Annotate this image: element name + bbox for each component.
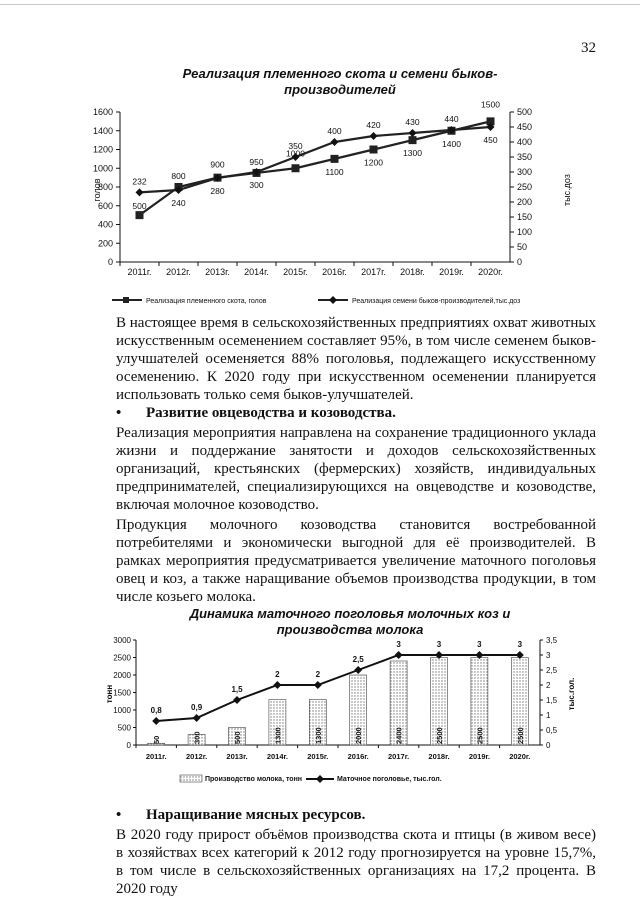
chart1-x-tick-label: 2017г. [361,267,386,277]
chart2-milk-label: 2500 [475,727,485,744]
chart1-livestock-label: 1400 [442,138,461,149]
chart1-livestock-label: 1000 [286,148,305,159]
chart1-breeding-sales [0,100,640,340]
chart1-livestock-point [136,211,144,219]
chart1-livestock-point [331,155,339,163]
chart1-left-tick-label: 200 [97,238,113,249]
bullet-icon: • [116,405,122,421]
chart1-x-tick-label: 2014г. [244,267,269,277]
chart2-milk-label: 1300 [273,727,283,744]
chart2-x-tick-label: 2015г. [307,752,329,761]
chart1-livestock-label: 1500 [481,100,500,110]
chart1-livestock-point [292,164,300,172]
chart2-goats-label: 0,9 [191,703,203,712]
page-number: 32 [581,40,596,56]
chart2-goats-label: 2 [315,670,321,679]
chart1-right-tick-label: 100 [517,227,533,237]
chart2-title: Динамика маточного поголовья молочных коз и производства молока [189,606,511,637]
chart1-semen-label: 280 [210,186,225,196]
chart2-right-tick-label: 1 [546,711,551,720]
chart2-right-tick-label: 1,5 [546,696,558,705]
bullet-sheep-goat [116,404,396,422]
chart1-x-tick-label: 2011г. [127,267,152,277]
chart1-livestock-label: 900 [210,159,225,170]
chart1-left-tick-label: 600 [97,200,113,211]
chart1-semen-label: 450 [483,135,498,145]
chart2-goats-label: 1,5 [231,685,243,694]
chart2-legend-marker-goats [316,775,324,783]
chart1-left-tick-label: 0 [107,257,113,267]
chart1-left-tick-label: 1200 [92,144,113,155]
chart2-milk-label: 500 [233,731,242,744]
chart1-livestock-label: 1100 [325,166,344,177]
chart1-right-tick-label: 150 [517,212,533,222]
chart2-x-tick-label: 2018г. [428,752,450,761]
chart1-livestock-label: 950 [249,156,264,167]
chart2-goats-point [273,681,281,689]
chart2-x-tick-label: 2016г. [347,752,369,761]
chart1-semen-label: 420 [366,120,381,130]
top-rule [0,4,640,5]
chart2-left-tick-label: 3000 [113,636,131,645]
chart2-milk-label: 2400 [394,727,404,744]
paragraph-meat: В 2020 году прирост объёмов производства скота и птицы (в живом весе) в хозяйствах всех категорий к 2012 году прогнозируется на уровне 15,7%, в том числе в сельскохозяйственных организациях на 17,2 процента. В 2020 году [116,827,596,897]
chart1-right-tick-label: 300 [517,167,533,177]
chart2-right-tick-label: 2 [546,681,551,690]
chart1-right-tick-label: 400 [517,137,533,147]
chart1-semen-label: 300 [249,180,264,190]
chart1-right-tick-label: 350 [517,152,533,162]
chart2-goats-label: 2,5 [352,655,364,664]
chart2-right-tick-label: 3 [546,651,551,660]
chart1-legend-livestock: Реализация племенного скота, голов [146,298,267,305]
chart1-ylabel-left: голов [92,178,102,202]
chart1-semen-label: 350 [288,141,303,151]
chart1-x-tick-label: 2012г. [166,267,191,277]
chart1-ylabel-right: тыс.доз [562,174,572,206]
chart1-semen-label: 240 [171,198,186,208]
chart1-right-tick-label: 450 [517,122,533,132]
chart2-x-tick-label: 2019г. [468,752,490,761]
chart1-livestock-point [370,146,378,154]
chart2-ylabel-right: тыс.гол. [567,677,576,711]
chart1-x-tick-label: 2015г. [283,267,308,277]
chart1-x-tick-label: 2019г. [439,267,464,277]
chart1-livestock-label: 500 [132,201,147,212]
chart1-semen-point [409,129,417,137]
chart2-legend-marker-milk [180,775,202,782]
bullet-meat-label: Наращивание мясных ресурсов. [146,807,366,823]
chart2-goats-point [314,681,322,689]
chart2-goats-point [152,717,160,725]
chart1-livestock-label: 1200 [364,157,383,168]
chart1-left-tick-label: 1400 [92,125,113,136]
chart2-milk-label: 2500 [515,727,525,744]
chart2-left-tick-label: 2000 [113,671,131,680]
chart1-right-tick-label: 50 [517,242,528,252]
chart1-right-tick-label: 500 [517,107,533,117]
chart2-goats-point [233,696,241,704]
chart1-left-tick-label: 1600 [92,107,113,117]
chart2-right-tick-label: 2,5 [546,666,558,675]
chart2-goat-dynamics [0,632,640,802]
chart2-x-tick-label: 2011г. [145,752,167,761]
chart1-right-tick-label: 0 [517,257,523,267]
chart1-semen-label: 232 [132,176,147,187]
chart2-left-tick-label: 1000 [113,706,131,715]
chart1-semen-label: 440 [444,114,459,124]
chart2-x-tick-label: 2020г. [509,752,531,761]
chart2-left-tick-label: 0 [126,741,131,750]
chart1-legend-marker-livestock [123,297,129,303]
chart1-livestock-label: 1300 [403,148,422,159]
chart2-goats-label: 2 [275,670,280,679]
chart2-goats-point [354,666,362,674]
chart2-x-tick-label: 2014г. [266,752,288,761]
chart2-milk-label: 300 [192,731,202,744]
chart2-left-tick-label: 500 [117,723,131,733]
chart1-livestock-label: 800 [171,171,186,181]
chart1-semen-point [331,138,339,146]
chart1-x-tick-label: 2013г. [205,267,230,277]
chart1-right-tick-label: 250 [517,182,533,192]
chart1-right-tick-label: 200 [517,197,533,207]
chart2-x-tick-label: 2017г. [388,752,410,761]
chart2-milk-label: 1300 [313,727,323,744]
chart1-semen-label: 400 [327,126,342,136]
chart2-milk-label: 2500 [435,727,444,744]
chart1-livestock-point [409,136,417,144]
chart2-goats-label: 0,8 [150,706,162,715]
chart1-left-tick-label: 800 [97,182,113,192]
chart2-legend-goats: Маточное поголовье, тыс.гол. [337,776,442,783]
chart1-semen-label: 430 [405,117,420,127]
chart2-legend-milk: Производство молока, тонн [205,776,303,783]
chart2-goats-label: 3 [396,640,401,649]
chart2-milk-label: 50 [152,735,162,744]
chart1-semen-point [136,188,144,196]
chart2-right-tick-label: 3,5 [546,636,558,645]
paragraph-goat-milk: Продукция молочного козоводства становится востребованной потребителями и экономически выгодной для её производителей. В рамках мероприятия предусматривается увеличение маточного поголовья овец и коз, а также наращивание объемов производства продукции, в том числе козьего молока. [116,517,596,605]
chart1-title: Реализация племенного скота и семени быков-производителей [182,66,498,97]
chart2-goats-line [156,655,520,721]
chart1-legend-semen: Реализация семени быков-производителей,тыс.доз [352,298,521,305]
chart2-left-tick-label: 1500 [113,688,131,698]
chart2-goats-point [395,651,403,659]
chart1-series-livestock-line [140,121,491,215]
chart2-ylabel-left: тонн [105,684,114,704]
chart2-x-tick-label: 2013г. [226,752,248,761]
chart2-milk-label: 2000 [354,727,364,744]
bullet-icon: • [116,807,122,823]
chart2-right-tick-label: 0 [546,741,551,750]
chart2-goats-label: 3 [517,640,523,649]
chart1-semen-point [370,132,378,140]
chart1-x-tick-label: 2020г. [478,267,503,277]
chart2-goats-label: 3 [477,640,482,649]
chart2-goats-point [193,714,201,722]
chart1-left-tick-label: 1000 [92,163,113,174]
chart2-goats-label: 3 [436,640,442,649]
paragraph-ai: В настоящее время в сельскохозяйственных предприятиях охват животных искусственным осеменением составляет 95%, в том числе семенем быков-улучшателей осеменяется 88% поголовья, подлежащего искусственному осеменению. К 2020 году при искусственном осеменении планируется использовать только семя быков-улучшателей. [116,315,596,403]
chart1-legend-marker-semen [329,296,337,304]
chart1-x-tick-label: 2018г. [400,267,425,277]
chart2-left-tick-label: 2500 [113,653,131,663]
chart1-x-tick-label: 2016г. [322,267,347,277]
chart1-left-tick-label: 400 [97,219,113,230]
bullet-sheep-goat-label: Развитие овцеводства и козоводства. [146,405,396,421]
chart2-right-tick-label: 0,5 [546,726,558,735]
bullet-meat [116,806,365,824]
chart2-x-tick-label: 2012г. [186,752,208,761]
paragraph-measure: Реализация мероприятия направлена на сохранение традиционного уклада жизни и поддержание занятости и доходов сельскохозяйственных организаций, крестьянских (фермерских) хозяйств, индивидуальных предпринимателей, специализирующихся на овцеводстве и козоводстве, включая молочное козоводство. [116,425,596,513]
